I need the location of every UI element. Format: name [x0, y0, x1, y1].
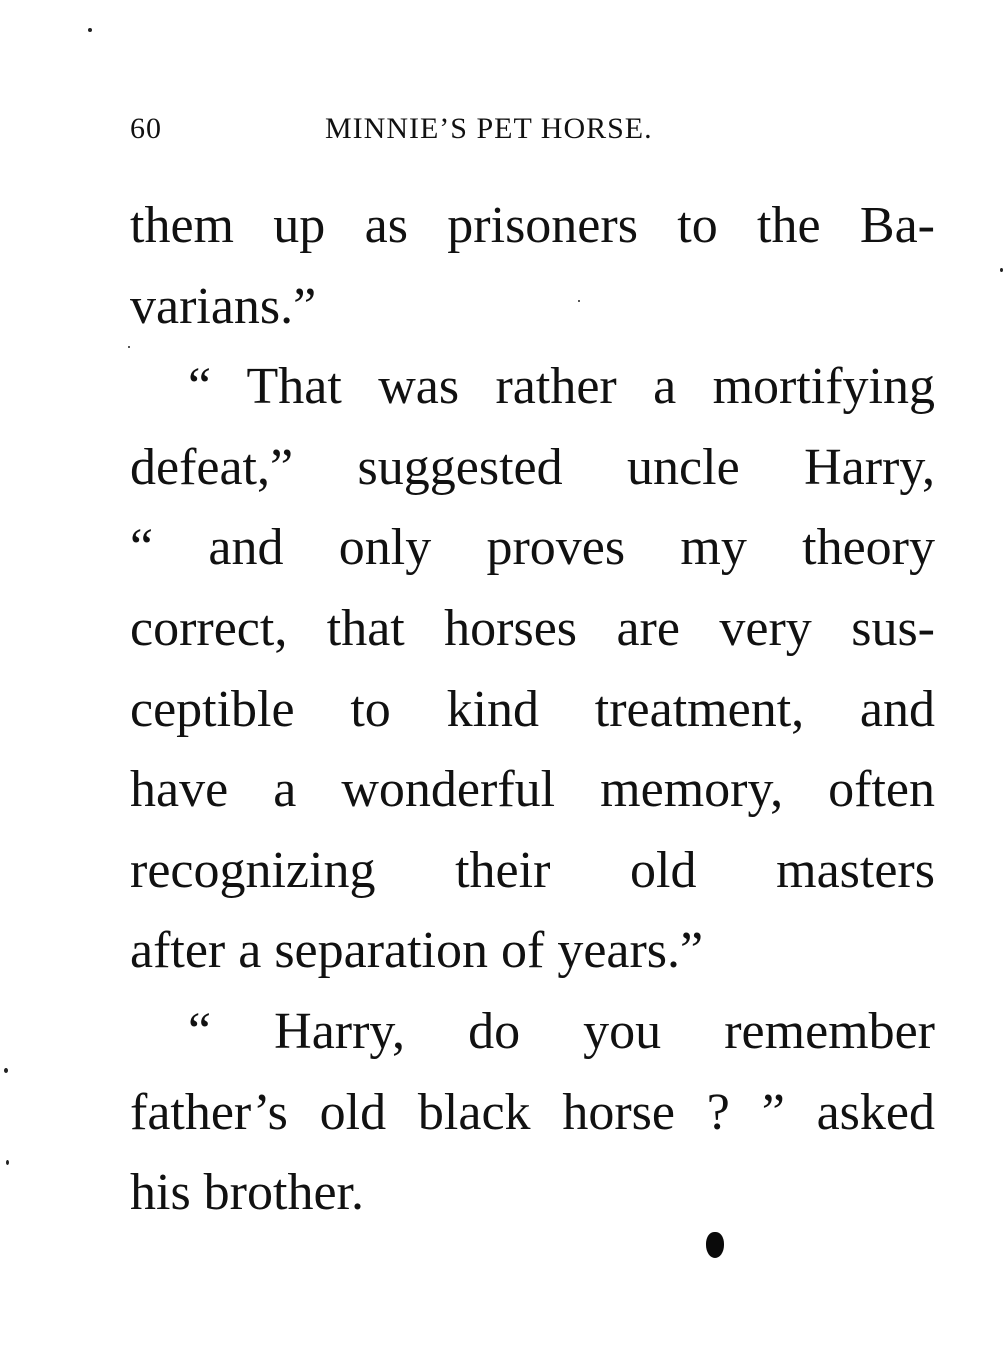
body-text — [130, 186, 935, 1234]
scan-speck — [578, 300, 580, 302]
text-line: varians.” — [130, 277, 317, 335]
paragraph-start-line: “ Harry, do you remember — [188, 1002, 935, 1060]
scan-speck — [88, 28, 92, 32]
scan-speck — [4, 1068, 8, 1073]
scan-speck — [128, 346, 130, 348]
text-line: after a separation of years.” — [130, 922, 704, 980]
text-line: father’s old black horse ? ” asked — [130, 1083, 935, 1141]
running-title: MINNIE’S PET HORSE. — [325, 112, 653, 145]
ink-blot — [706, 1232, 724, 1258]
text-line: recognizing their old masters — [130, 841, 935, 899]
page-number: 60 — [130, 112, 162, 145]
paragraph-start-line: “ That was rather a mortifying — [188, 358, 935, 416]
text-line: have a wonderful memory, often — [130, 761, 935, 819]
scan-speck — [1000, 268, 1003, 272]
text-line: his brother. — [130, 1164, 364, 1222]
text-line: them up as prisoners to the Ba- — [130, 197, 935, 254]
scan-speck — [6, 1160, 9, 1165]
text-line: “ and only proves my theory — [130, 519, 935, 577]
text-line: ceptible to kind treatment, and — [130, 680, 935, 738]
page-header — [130, 112, 935, 156]
text-line: correct, that horses are very sus- — [130, 599, 935, 657]
text-line: defeat,” suggested uncle Harry, — [130, 438, 935, 496]
